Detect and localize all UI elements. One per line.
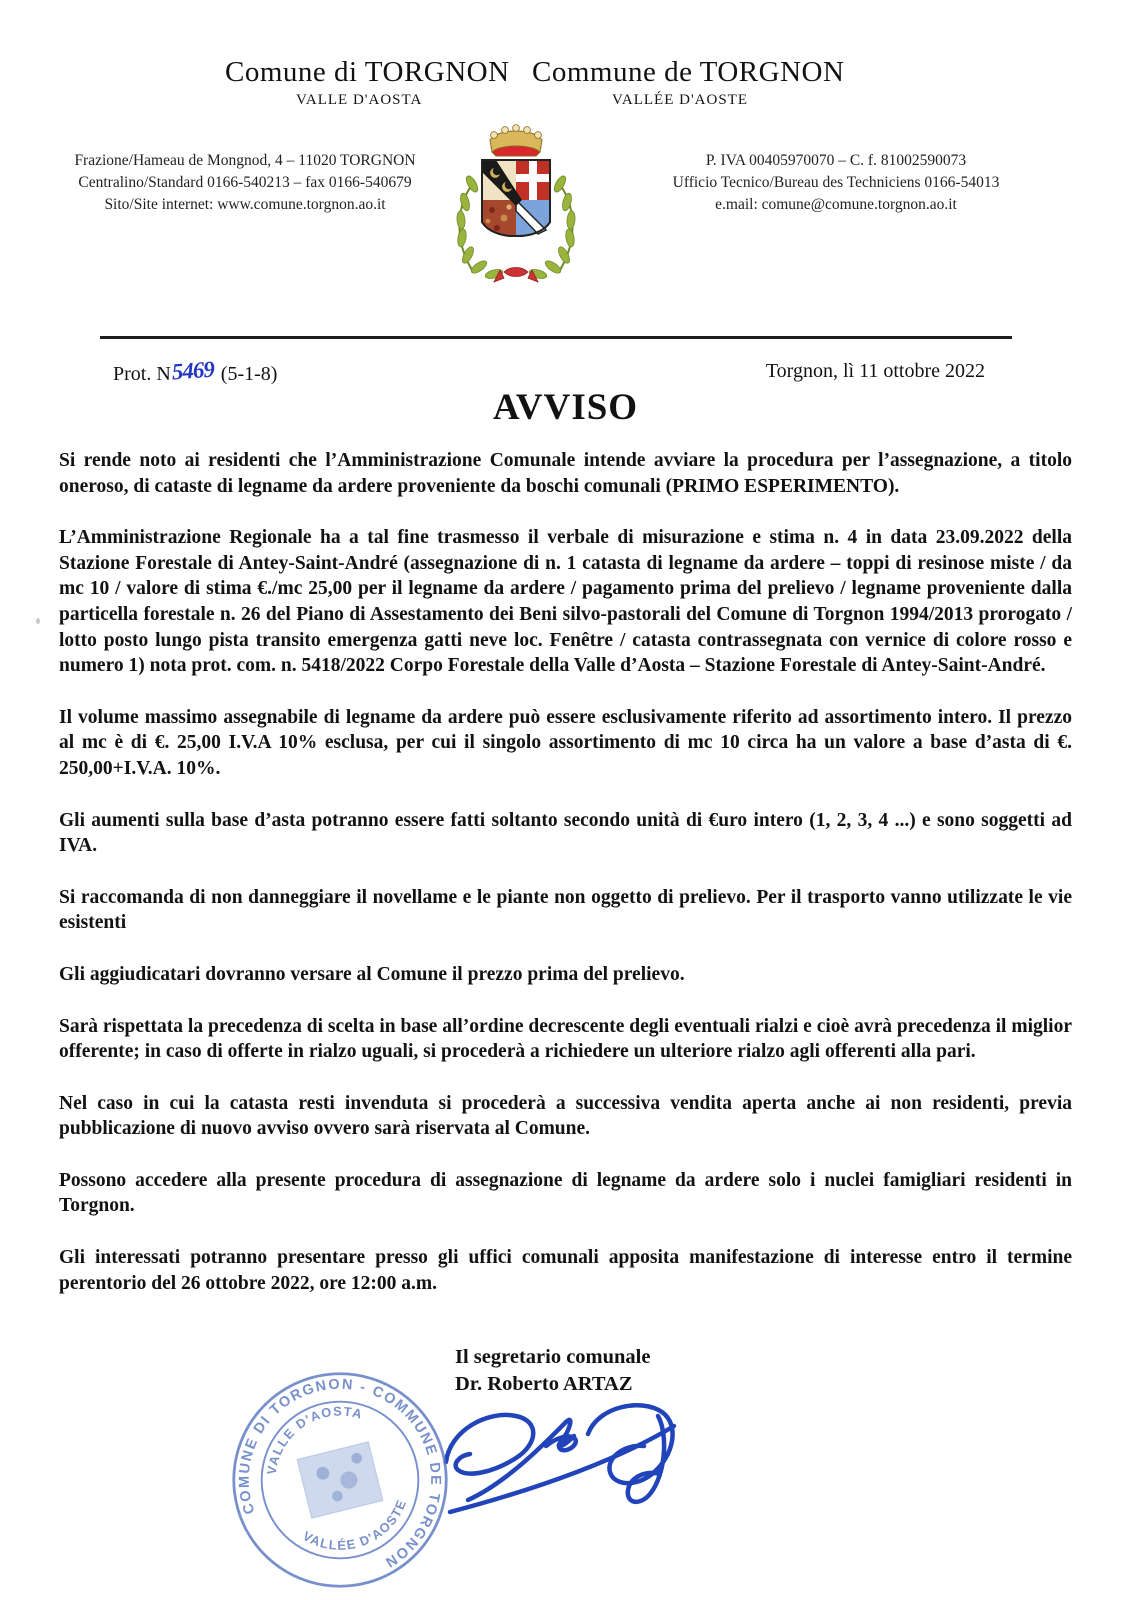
- paragraph-invenduta: Nel caso in cui la catasta resti invenduta si procederà a successiva vendita aperta anche ai non residenti, previa pubblicazione di nuovo avviso ovvero sarà riservata al Comune.: [59, 1092, 1072, 1140]
- org-title-italian: Comune di TORGNON: [225, 56, 510, 88]
- protocol-line: [113, 356, 278, 386]
- office-line: Ufficio Tecnico/Bureau des Techniciens 0166-54013: [672, 174, 1000, 191]
- paragraph-residenti: Possono accedere alla presente procedura di assegnazione di legname da ardere solo i nuclei famigliari residenti in Torgnon.: [59, 1169, 1072, 1217]
- municipal-crest-icon: [452, 110, 580, 292]
- paragraph-termine: Gli interessati potranno presentare presso gli uffici comunali apposita manifestazione di interesse entro il termine perentorio del 26 ottobre 2022, ore 12:00 a.m.: [59, 1247, 1072, 1294]
- stamp-inner-bottom-text: VALLÉE D'AOSTE: [300, 1496, 410, 1553]
- address-line: Frazione/Hameau de Mongnod, 4 – 11020 TORGNON: [74, 152, 416, 169]
- protocol-number-handwritten: 5469: [170, 356, 215, 385]
- org-subtitle-italian: VALLE D'AOSTA: [296, 92, 423, 108]
- org-title-french: Commune de TORGNON: [532, 56, 845, 88]
- website-line: Sito/Site internet: www.comune.torgnon.ao.it: [104, 196, 386, 213]
- document-title: AVVISO: [492, 387, 639, 428]
- handwritten-signature: [428, 1382, 758, 1532]
- paragraph-aumenti: Gli aumenti sulla base d’asta potranno essere fatti soltanto secondo unità di €uro intero (1, 2, 3, 4 ...) e sono soggetti ad IVA.: [59, 809, 1072, 857]
- paragraph-volume: Il volume massimo assegnabile di legname da ardere può essere esclusivamente riferito ad assortimento intero. Il prezzo al mc è di €. 25,00 I.V.A 10% esclusa, per cui il singolo assortimento di mc 10 circa ha un valore a base d’asta di €. 250,00+I.V.A. 10%.: [59, 706, 1072, 779]
- horizontal-rule: [100, 336, 1012, 339]
- notice-body: [59, 448, 1072, 1322]
- paragraph-raccomandazione: Si raccomanda di non danneggiare il novellame e le piante non oggetto di prelievo. Per il trasporto vanno utilizzate le vie esistenti: [59, 886, 1072, 934]
- scan-speck: [36, 618, 40, 624]
- protocol-prefix: Prot. N: [113, 363, 171, 385]
- phone-line: Centralino/Standard 0166-540213 – fax 0166-540679: [78, 174, 412, 191]
- stamp-outer-text: COMUNE DI TORGNON - COMMUNE DE TORGNON: [236, 1376, 444, 1571]
- org-subtitle-french: VALLÉE D'AOSTE: [612, 92, 748, 108]
- contact-block-left: [25, 150, 465, 216]
- contact-block-right: [630, 150, 1042, 216]
- paragraph-pagamento: Gli aggiudicatari dovranno versare al Comune il prezzo prima del prelievo.: [59, 963, 685, 985]
- paragraph-precedenza: Sarà rispettata la precedenza di scelta in base all’ordine decrescente degli eventuali rialzi e cioè avrà precedenza il miglior offerente; in caso di offerte in rialzo uguali, si procederà a richiedere un ulteriore rialzo agli offerenti alla pari.: [59, 1015, 1072, 1063]
- email-line: e.mail: comune@comune.torgnon.ao.it: [715, 196, 957, 213]
- paragraph-intro: Si rende noto ai residenti che l’Amministrazione Comunale intende avviare la procedura per l’assegnazione, a titolo oneroso, di cataste di legname da ardere proveniente da boschi comunali (PRIMO ESPERIMENTO).: [59, 450, 1072, 497]
- municipal-round-stamp: [222, 1362, 458, 1598]
- signatory-name: Dr. Roberto ARTAZ: [455, 1373, 633, 1395]
- stamp-inner-top-text: VALLE D'AOSTA: [263, 1403, 365, 1476]
- paragraph-verbale: L’Amministrazione Regionale ha a tal fine trasmesso il verbale di misurazione e stima n. 4 in data 23.09.2022 della Stazione Forestale di Antey-Saint-André (assegnazione di n. 1 catasta di legname da ardere – toppi di resinose miste / da mc 10 / valore di stima €./mc 25,00 per il legname da ardere / pagamento prima del prelievo / legname proveniente dalla particella forestale n. 26 del Piano di Assestamento dei Beni silvo-pastorali del Comune di Torgnon 1994/2013 prorogato / lotto posto lungo pista transito emergenza gatti neve loc. Fenêtre / catasta contrassegnata con vernice di colore rosso e numero 1) nota prot. com. n. 5418/2022 Corpo Forestale della Valle d’Aosta – Stazione Forestale di Antey-Saint-André.: [59, 527, 1072, 677]
- vat-line: P. IVA 00405970070 – C. f. 81002590073: [705, 152, 967, 169]
- stamp-center-shield: [297, 1442, 382, 1518]
- signatory-role: Il segretario comunale: [455, 1346, 651, 1368]
- place-date: Torgnon, lì 11 ottobre 2022: [765, 360, 985, 382]
- protocol-suffix: (5-1-8): [220, 363, 278, 385]
